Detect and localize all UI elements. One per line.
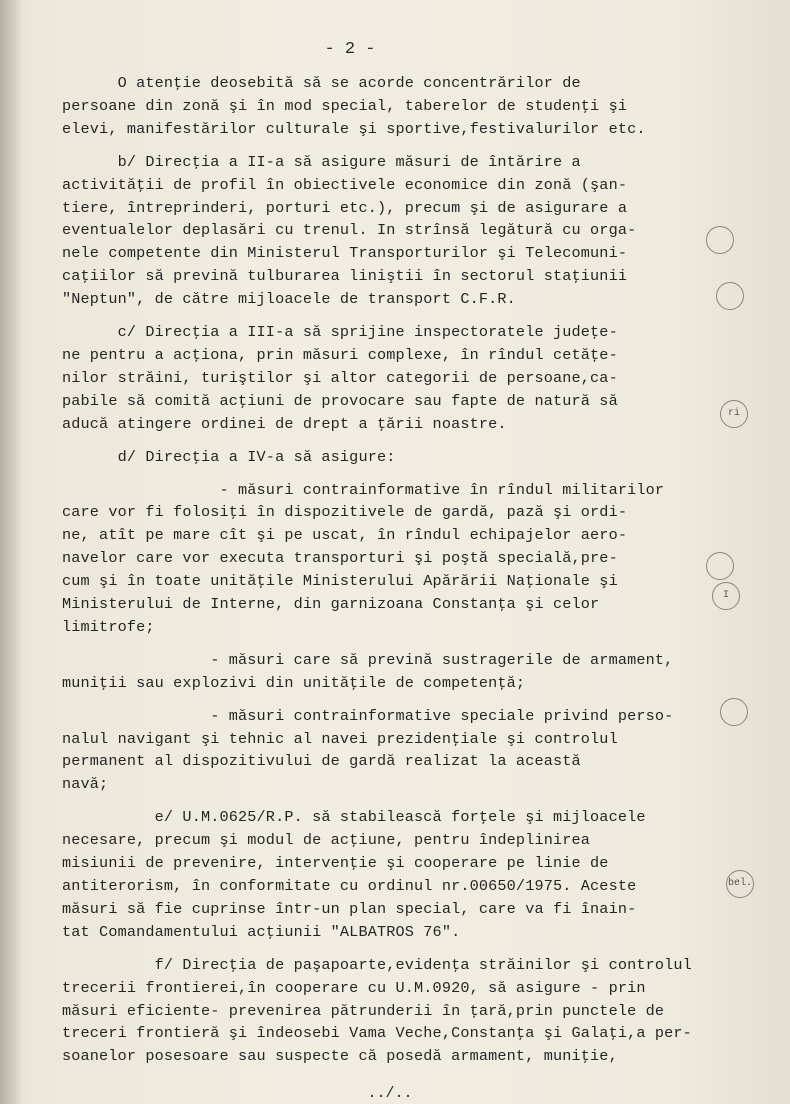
page-edge-shadow [0, 0, 22, 1104]
paragraph-b [62, 151, 712, 311]
text-line: e/ U.M.0625/R.P. să stabilească forţele şi mijloacele [62, 808, 646, 827]
text-line: tiere, întreprinderi, porturi etc.), precum şi de asigurare a [62, 198, 628, 217]
text-line: c/ Direcţia a III-a să sprijine inspectoratele judeţe- [62, 323, 618, 342]
margin-note-ri: ri [720, 400, 748, 428]
text-line: cum şi în toate unităţile Ministerului Apărării Naţionale şi [62, 572, 618, 591]
text-line: f/ Direcţia de paşapoarte,evidenţa străinilor şi controlul [62, 955, 692, 974]
text-line: Ministerului de Interne, din garnizoana Constanţa şi celor [62, 595, 600, 614]
text-line: nele competente din Ministerul Transporturilor şi Telecomuni- [62, 244, 628, 263]
text-line: măsuri eficiente- prevenirea pătrunderii în ţară,prin punctele de [62, 1001, 665, 1020]
text-line: nilor străini, turiştilor şi altor categorii de persoane,ca- [62, 368, 618, 387]
text-line: necesare, precum şi modul de acţiune, pentru îndeplinirea [62, 831, 591, 850]
text-line: trecerii frontierei,în cooperare cu U.M.0920, să asigure - prin [62, 978, 646, 997]
paragraph-c [62, 321, 712, 436]
text-line: - măsuri care să prevină sustragerile de armament, [62, 650, 674, 669]
margin-hole-mark [706, 226, 734, 254]
text-line: care vor fi folosiţi în dispozitivele de gardă, pază şi ordi- [62, 503, 628, 522]
continuation-mark: ../.. [367, 1085, 413, 1102]
paragraph-d3 [62, 705, 712, 797]
paragraph-f [62, 954, 712, 1069]
text-line: măsuri să fie cuprinse într-un plan special, care va fi înain- [62, 899, 637, 918]
text-line: antiterorism, în conformitate cu ordinul nr.00650/1975. Aceste [62, 877, 637, 895]
document-body [62, 72, 712, 1078]
text-line: activităţii de profil în obiectivele economice din zonă (şan- [62, 175, 628, 194]
text-line: permanent al dispozitivului de gardă realizat la această [62, 752, 581, 771]
margin-note-i: I [712, 582, 740, 610]
margin-hole-mark [716, 282, 744, 310]
paragraph-d2 [62, 649, 712, 695]
text-line: ne, atît pe mare cît şi pe uscat, în rîndul echipajelor aero- [62, 526, 628, 545]
paragraph-d [62, 446, 712, 469]
text-line: soanelor posesoare sau suspecte că posedă armament, muniţie, [62, 1047, 618, 1066]
text-line: navelor care vor executa transporturi şi poştă specială,pre- [62, 549, 618, 568]
text-line: eventualelor deplasări cu trenul. In strînsă legătură cu orga- [62, 221, 637, 240]
paragraph-intro [62, 72, 712, 141]
text-line: persoane din zonă şi în mod special, taberelor de studenţi şi [62, 96, 628, 115]
text-line: - măsuri contrainformative speciale privind perso- [62, 706, 674, 725]
text-line: O atenţie deosebită să se acorde concentrărilor de [62, 74, 581, 92]
text-line: - măsuri contrainformative în rîndul militarilor [62, 480, 665, 499]
text-line: limitrofe; [62, 617, 155, 636]
text-line: navă; [62, 775, 109, 794]
text-line: pabile să comită acţiuni de provocare sau fapte de natură să [62, 391, 618, 410]
text-line: d/ Direcţia a IV-a să asigure: [62, 447, 396, 466]
text-line: muniţii sau explozivi din unităţile de competenţă; [62, 673, 526, 692]
text-line: elevi, manifestărilor culturale şi sportive,festivalurilor etc. [62, 119, 646, 138]
paragraph-e [62, 806, 712, 943]
text-line: tat Comandamentului acţiunii "ALBATROS 76". [62, 922, 461, 941]
page-number: - 2 - [324, 40, 376, 59]
text-line: b/ Direcţia a II-a să asigure măsuri de întărire a [62, 152, 581, 171]
text-line: misiunii de prevenire, intervenţie şi cooperare pe linie de [62, 854, 609, 873]
text-line: nalul navigant şi tehnic al navei prezidenţiale şi controlul [62, 729, 618, 748]
paragraph-d1 [62, 479, 712, 639]
margin-hole-mark [720, 698, 748, 726]
text-line: ne pentru a acţiona, prin măsuri complexe, în rîndul cetăţe- [62, 345, 618, 364]
text-line: caţiilor să prevină tulburarea liniştii în sectorul staţiunii [62, 267, 628, 286]
text-line: treceri frontieră şi îndeosebi Vama Veche,Constanţa şi Galaţi,a per- [62, 1024, 692, 1043]
margin-note-bel: bel. [726, 870, 754, 898]
text-line: aducă atingere ordinei de drept a ţării noastre. [62, 414, 507, 433]
margin-hole-mark [706, 552, 734, 580]
text-line: "Neptun", de către mijloacele de transport C.F.R. [62, 290, 516, 309]
